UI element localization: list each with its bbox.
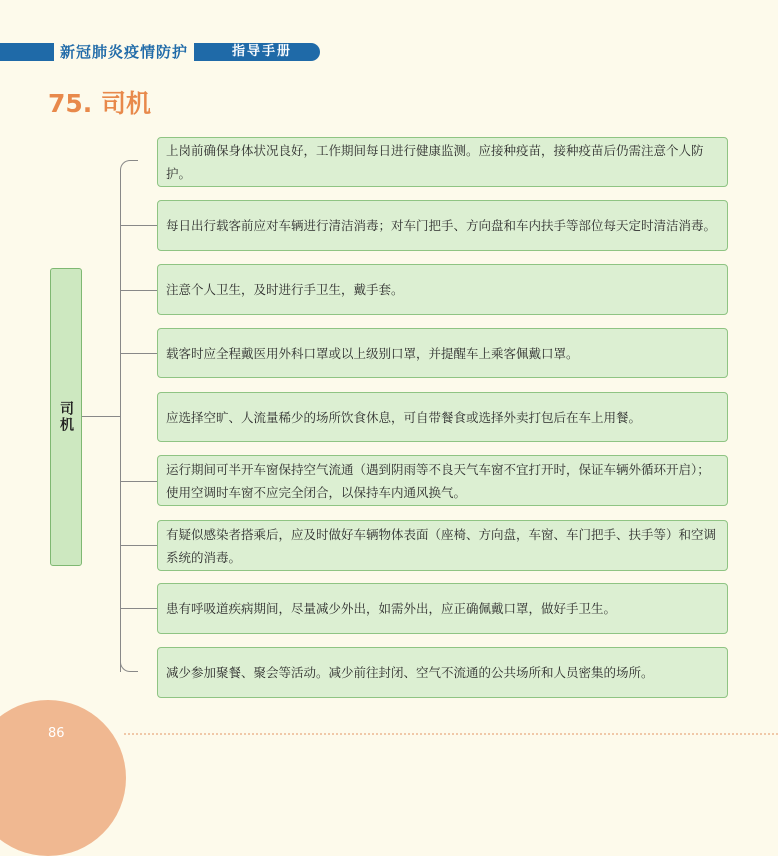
item-6: 运行期间可半开车窗保持空气流通（遇到阴雨等不良天气车窗不宜打开时，保证车辆外循环开启）；使用空调时车窗不应完全闭合，以保持车内通风换气。 <box>157 455 728 506</box>
header-title: 新冠肺炎疫情防护 <box>54 41 194 63</box>
item-4: 载客时应全程戴医用外科口罩或以上级别口罩，并提醒车上乘客佩戴口罩。 <box>157 328 728 378</box>
mindmap-root-node <box>50 268 82 566</box>
connector-branch <box>120 225 158 226</box>
item-1: 上岗前确保身体状况良好，工作期间每日进行健康监测。应接种疫苗，接种疫苗后仍需注意个人防护。 <box>157 137 728 187</box>
connector-spine <box>120 170 121 672</box>
connector-cap-top <box>120 160 138 172</box>
item-8: 患有呼吸道疾病期间，尽量减少外出，如需外出，应正确佩戴口罩，做好手卫生。 <box>157 583 728 634</box>
connector-trunk <box>82 416 120 417</box>
connector-branch <box>120 353 158 354</box>
item-2: 每日出行载客前应对车辆进行清洁消毒；对车门把手、方向盘和车内扶手等部位每天定时清洁消毒。 <box>157 200 728 251</box>
footer-dotted-line <box>124 733 778 735</box>
item-7: 有疑似感染者搭乘后，应及时做好车辆物体表面（座椅、方向盘，车窗、车门把手、扶手等）和空调系统的消毒。 <box>157 520 728 571</box>
connector-branch <box>120 481 158 482</box>
connector-branch <box>120 545 158 546</box>
item-3: 注意个人卫生，及时进行手卫生，戴手套。 <box>157 264 728 315</box>
header-subtitle: 指导手册 <box>232 44 293 59</box>
connector-branch <box>120 608 158 609</box>
section-title: 75. 司机 <box>48 89 151 118</box>
page-number: 86 <box>48 726 65 741</box>
root-label: 司机 <box>58 401 74 433</box>
item-9: 减少参加聚餐、聚会等活动。减少前往封闭、空气不流通的公共场所和人员密集的场所。 <box>157 647 728 698</box>
connector-branch <box>120 290 158 291</box>
connector-cap-bottom <box>120 660 138 672</box>
page-number-circle <box>0 700 126 856</box>
item-5: 应选择空旷、人流量稀少的场所饮食休息，可自带餐食或选择外卖打包后在车上用餐。 <box>157 392 728 442</box>
